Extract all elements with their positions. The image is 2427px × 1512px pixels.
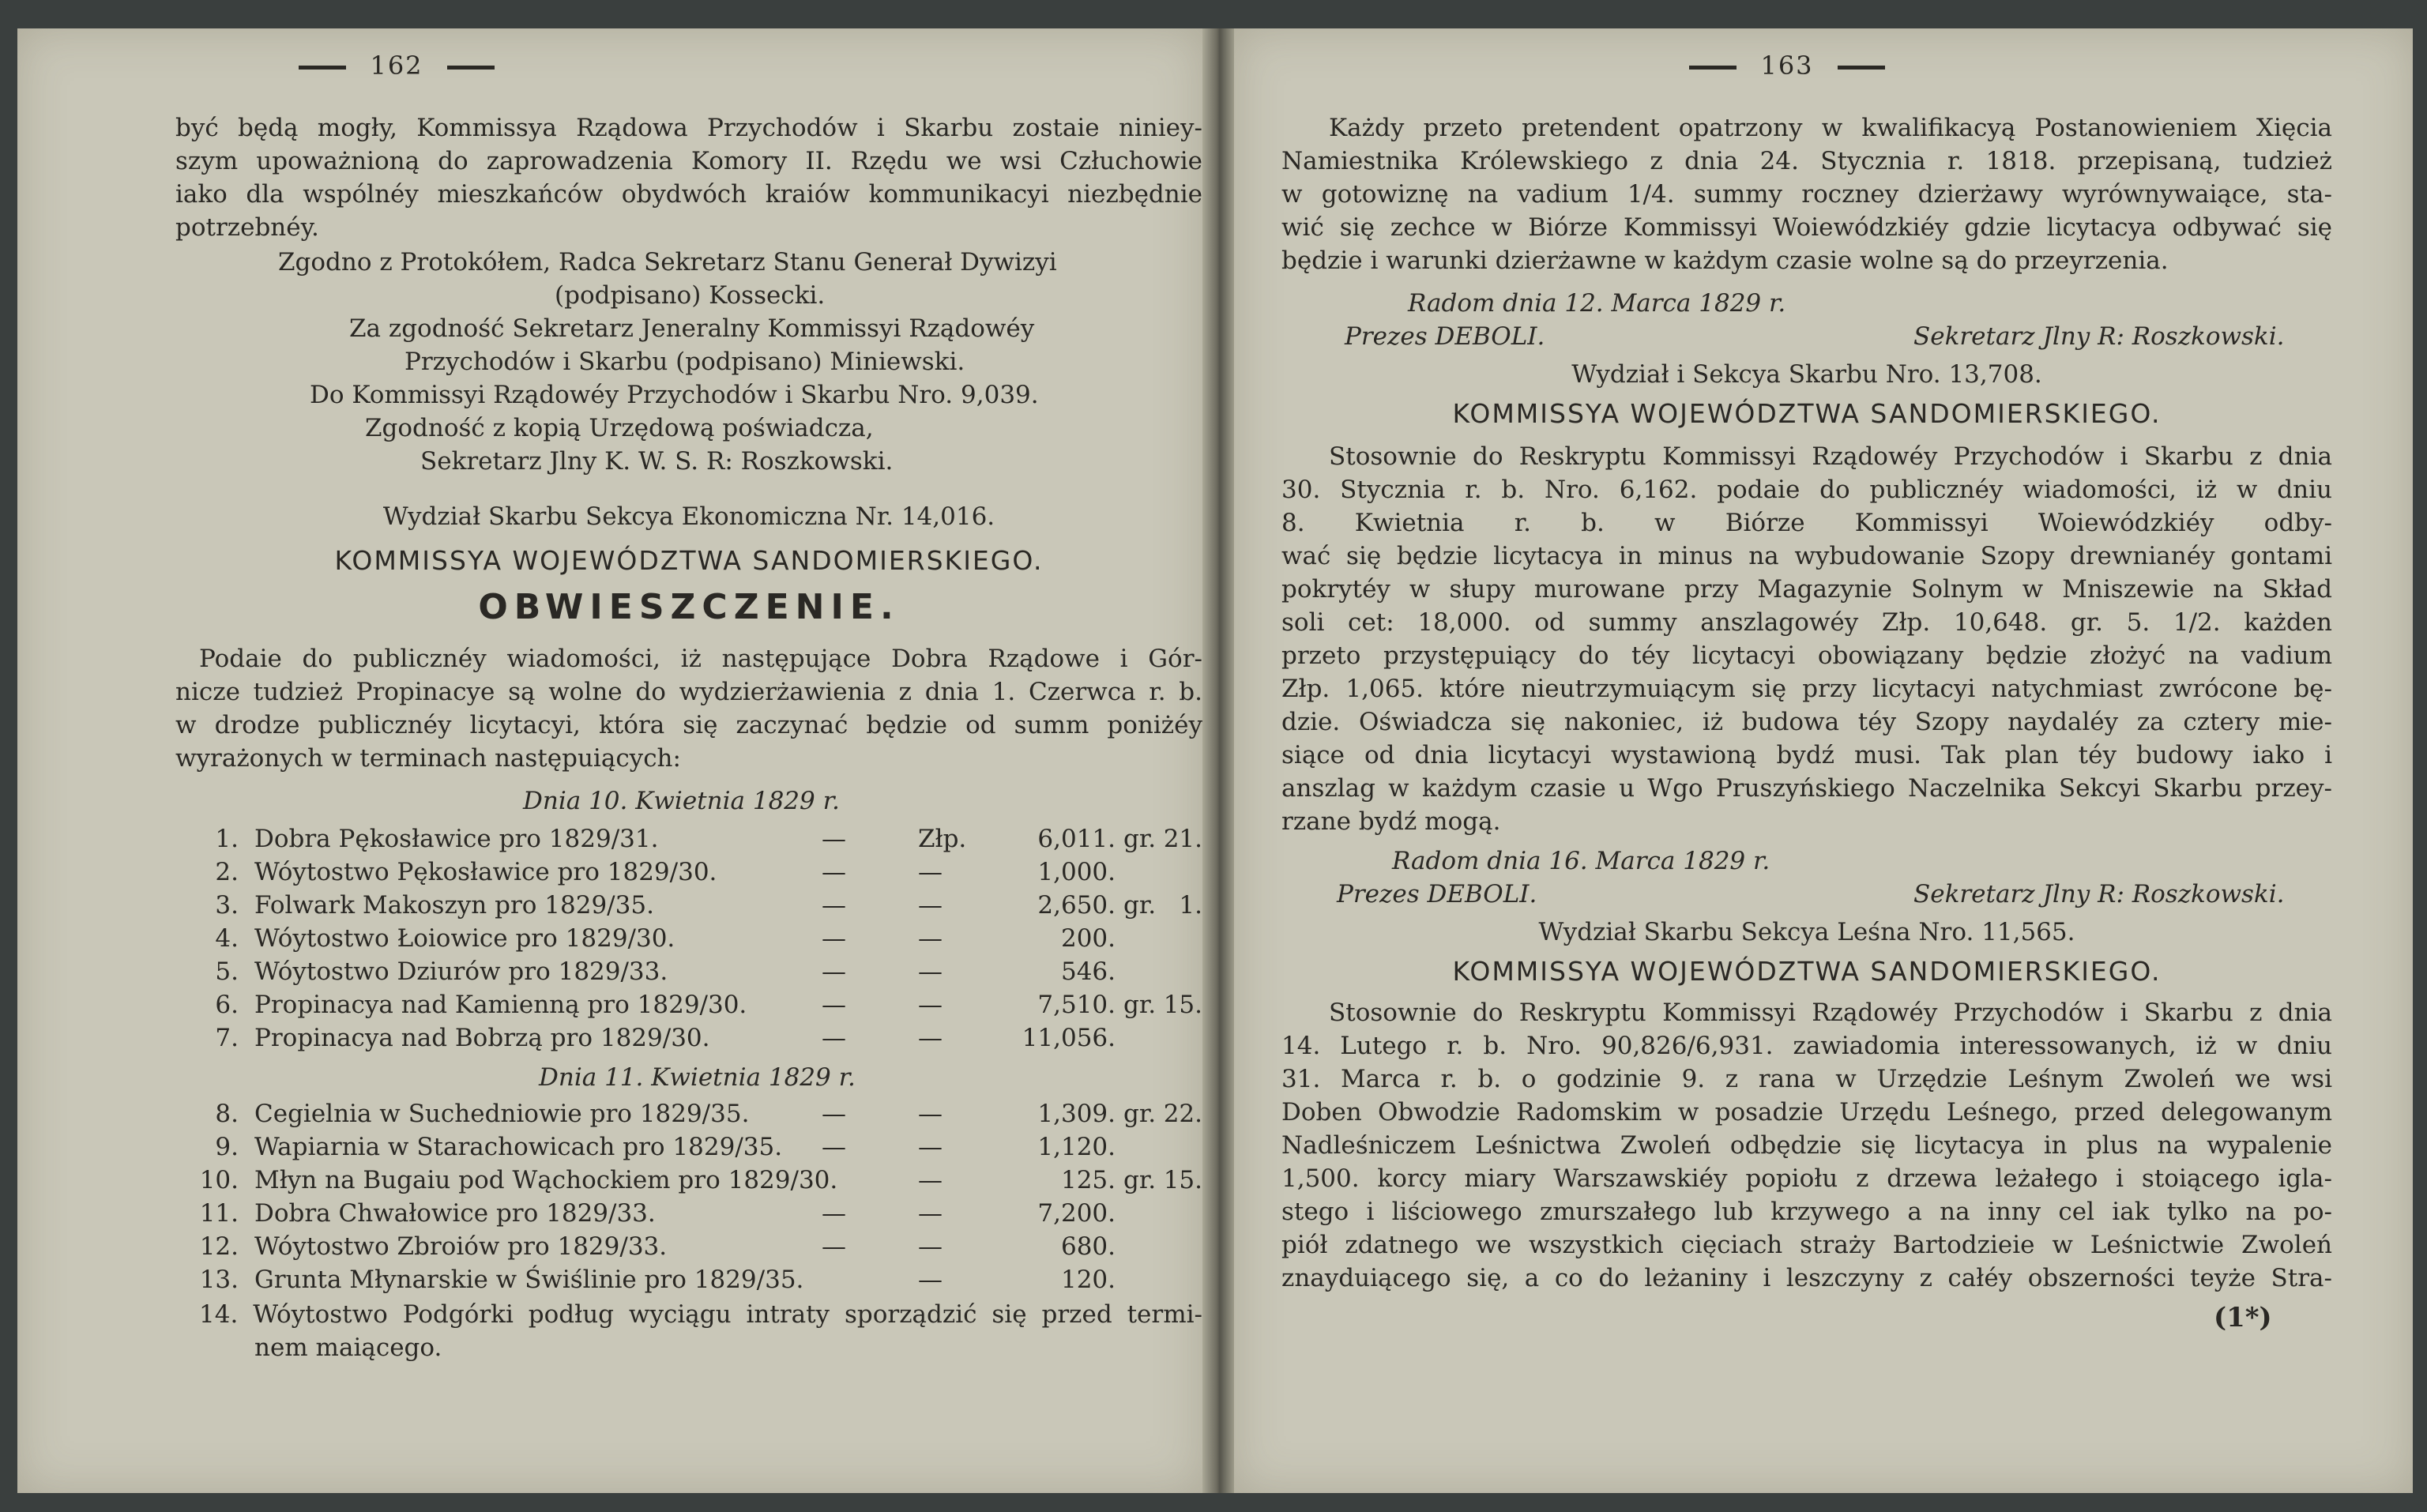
intro-line: Namiestnika Królewskiego z dnia 24. Stycznia r. 1818. przepisaną, tudzież xyxy=(1281,147,2332,175)
signature-secretary: Sekretarz Jlny R: Roszkowski. xyxy=(1913,322,2285,351)
intro-line: iako dla wspólnéy mieszkańców obydwóch kraiów kommunikacyi niezbędnie xyxy=(175,180,1202,209)
lease-cell-num: 9. xyxy=(215,1133,239,1161)
right-page xyxy=(1234,28,2413,1493)
lease-cell-zl: 1,000. xyxy=(1037,858,1116,886)
catchword: (1*) xyxy=(2214,1302,2272,1333)
signature-secretary: Sekretarz Jlny R: Roszkowski. xyxy=(1913,880,2285,908)
body-line: Nadleśniczem Leśnictwa Zwoleń odbędzie się licytacya in plus na wypalenie xyxy=(1281,1131,2332,1160)
page-header xyxy=(144,51,649,81)
lease-cell-name: Cegielnia w Suchedniowie pro 1829/35. xyxy=(254,1100,750,1128)
lease-cell-name: Propinacya nad Kamienną pro 1829/30. xyxy=(254,991,747,1019)
lease-cell-d2: Złp. xyxy=(918,825,967,853)
lease-item-14: 14. Wóytostwo Podgórki podług wyciągu intraty sporządzić się przed termi- xyxy=(199,1300,1202,1329)
lease-cell-d1: — xyxy=(822,924,846,953)
lease-cell-d2: — xyxy=(918,1166,943,1194)
lease-cell-d2: — xyxy=(918,957,943,986)
lease-item-14-continued: nem maiącego. xyxy=(254,1333,442,1362)
signature-date: Radom dnia 12. Marca 1829 r. xyxy=(1408,289,1786,318)
lease-cell-gv: 22. xyxy=(1163,1100,1202,1128)
certification-line: Sekretarz Jlny K. W. S. R: Roszkowski. xyxy=(420,447,894,476)
lease-cell-gr: gr. xyxy=(1123,991,1157,1019)
lease-cell-zl: 11,056. xyxy=(1022,1024,1116,1052)
lease-cell-zl: 680. xyxy=(1060,1232,1116,1261)
rule-right xyxy=(1838,66,1885,70)
lease-cell-d1: — xyxy=(822,991,846,1019)
body-line: Stosownie do Reskryptu Kommissyi Rządowéy Przychodów i Skarbu z dnia xyxy=(1329,999,2332,1027)
signature-president: Prezes DEBOLI. xyxy=(1345,322,1545,351)
lease-cell-d1: — xyxy=(822,891,846,920)
lease-cell-zl: 546. xyxy=(1060,957,1116,986)
lease-cell-d2: — xyxy=(918,991,943,1019)
lease-cell-d1: — xyxy=(822,858,846,886)
lease-cell-num: 2. xyxy=(215,858,239,886)
auction-date: Dnia 11. Kwietnia 1829 r. xyxy=(539,1063,856,1092)
lease-cell-d1: — xyxy=(822,825,846,853)
lease-cell-num: 12. xyxy=(199,1232,239,1261)
lease-cell-name: Dobra Pękosławice pro 1829/31. xyxy=(254,825,659,853)
lease-cell-gr: gr. xyxy=(1123,1100,1157,1128)
intro-line: być będą mogły, Kommissya Rządowa Przychodów i Skarbu zostaie niniey- xyxy=(175,114,1202,142)
lease-cell-zl: 6,011. xyxy=(1037,825,1116,853)
lease-cell-num: 6. xyxy=(215,991,239,1019)
lease-cell-num: 5. xyxy=(215,957,239,986)
notice-line: wyrażonych w terminach następuiących: xyxy=(175,744,681,773)
lease-cell-name: Wóytostwo Łoiowice pro 1829/30. xyxy=(254,924,675,953)
lease-cell-name: Grunta Młynarskie w Świślinie pro 1829/35. xyxy=(254,1266,804,1294)
certification-line: Zgodno z Protokółem, Radca Sekretarz Stanu Generał Dywizyi xyxy=(278,248,1057,276)
commission-heading: KOMMISSYA WOJEWÓDZTWA SANDOMIERSKIEGO. xyxy=(1452,956,2162,987)
lease-cell-name: Propinacya nad Bobrzą pro 1829/30. xyxy=(254,1024,710,1052)
lease-cell-gv: 21. xyxy=(1163,825,1202,853)
lease-cell-zl: 200. xyxy=(1060,924,1116,953)
certification-line: Do Kommissyi Rządowéy Przychodów i Skarbu Nro. 9,039. xyxy=(310,381,1039,409)
intro-line: w gotowiznę na vadium 1/4. summy roczney dzierżawy wyrównywaiące, sta- xyxy=(1281,180,2332,209)
intro-line: potrzebnéy. xyxy=(175,213,319,242)
body-line: Stosownie do Reskryptu Kommissyi Rządowéy Przychodów i Skarbu z dnia xyxy=(1329,442,2332,471)
lease-cell-d1: — xyxy=(822,1199,846,1228)
body-line: Złp. 1,065. które nieutrzymuiącym się przy licytacyi natychmiast zwrócone bę- xyxy=(1281,675,2332,703)
body-line: przeto przystępuiący do téy licytacyi obowiązany będzie złożyć na vadium xyxy=(1281,641,2332,670)
intro-line: szym upoważnioną do zaprowadzenia Komory II. Rzędu we wsi Człuchowie xyxy=(175,147,1202,175)
lease-cell-d2: — xyxy=(918,1024,943,1052)
body-line: soli cet: 18,000. od summy anszlagowéy Złp. 10,648. gr. 5. 1/2. każden xyxy=(1281,608,2332,637)
lease-cell-name: Wapiarnia w Starachowicach pro 1829/35. xyxy=(254,1133,783,1161)
lease-cell-gr: gr. xyxy=(1123,891,1157,920)
notice-line: w drodze publicznéy licytacyi, która się zaczynać będzie od summ poniżéy xyxy=(175,711,1202,739)
notice-line: Podaie do publicznéy wiadomości, iż następujące Dobra Rządowe i Gór- xyxy=(199,645,1202,673)
lease-cell-num: 8. xyxy=(215,1100,239,1128)
body-line: piół zdatnego we wszystkich cięciach straży Bartodzieie w Leśnictwie Zwoleń xyxy=(1281,1231,2332,1259)
lease-cell-gv: 1. xyxy=(1179,891,1202,920)
lease-cell-d2: — xyxy=(918,1100,943,1128)
lease-cell-zl: 7,510. xyxy=(1037,991,1116,1019)
lease-cell-name: Młyn na Bugaiu pod Wąchockiem pro 1829/30. xyxy=(254,1166,838,1194)
rule-left xyxy=(1689,66,1737,70)
intro-line: wić się zechce w Biórze Kommissyi Woiewódzkiéy gdzie licytacya odbywać się xyxy=(1281,213,2332,242)
lease-cell-gv: 15. xyxy=(1163,991,1202,1019)
lease-cell-d2: — xyxy=(918,891,943,920)
section-reference: Wydział i Sekcya Skarbu Nro. 13,708. xyxy=(1571,360,2042,389)
body-line: dzie. Oświadcza się nakoniec, iż budowa téy Szopy naydaléy za cztery mie- xyxy=(1281,708,2332,736)
lease-cell-name: Folwark Makoszyn pro 1829/35. xyxy=(254,891,654,920)
lease-cell-d2: — xyxy=(918,1133,943,1161)
lease-cell-zl: 2,650. xyxy=(1037,891,1116,920)
lease-cell-num: 13. xyxy=(199,1266,239,1294)
lease-cell-gv: 15. xyxy=(1163,1166,1202,1194)
lease-cell-zl: 120. xyxy=(1060,1266,1116,1294)
notice-title: OBWIESZCZENIE. xyxy=(478,587,900,627)
lease-cell-gr: gr. xyxy=(1123,1166,1157,1194)
lease-cell-d2: — xyxy=(918,858,943,886)
certification-line: (podpisano) Kossecki. xyxy=(555,281,826,310)
lease-cell-name: Wóytostwo Pękosławice pro 1829/30. xyxy=(254,858,717,886)
lease-cell-d1: — xyxy=(822,1232,846,1261)
certification-line: Zgodność z kopią Urzędową poświadcza, xyxy=(365,414,874,442)
section-reference: Wydział Skarbu Sekcya Leśna Nro. 11,565. xyxy=(1538,918,2075,946)
lease-cell-zl: 7,200. xyxy=(1037,1199,1116,1228)
lease-cell-d1: — xyxy=(822,1100,846,1128)
lease-cell-d1: — xyxy=(822,1024,846,1052)
notice-line: nicze tudzież Propinacye są wolne do wydzierżawienia z dnia 1. Czerwca r. b. xyxy=(175,678,1202,706)
body-line: siące od dnia licytacyi wystawioną bydź musi. Tak plan téy budowy iako i xyxy=(1281,741,2332,769)
signature-president: Prezes DEBOLI. xyxy=(1337,880,1537,908)
lease-cell-d2: — xyxy=(918,1199,943,1228)
commission-heading: KOMMISSYA WOJEWÓDZTWA SANDOMIERSKIEGO. xyxy=(1452,398,2162,429)
auction-date: Dnia 10. Kwietnia 1829 r. xyxy=(523,787,840,815)
lease-cell-gr: gr. xyxy=(1123,825,1157,853)
lease-cell-num: 11. xyxy=(199,1199,239,1228)
page-number: 162 xyxy=(370,51,423,81)
lease-cell-zl: 1,309. xyxy=(1037,1100,1116,1128)
lease-cell-name: Wóytostwo Zbroiów pro 1829/33. xyxy=(254,1232,668,1261)
body-line: pokrytéy w słupy murowane przy Magazynie Solnym w Mniszewie na Skład xyxy=(1281,575,2332,604)
lease-cell-d2: — xyxy=(918,924,943,953)
lease-cell-num: 4. xyxy=(215,924,239,953)
book-spread xyxy=(17,28,2413,1493)
lease-cell-name: Wóytostwo Dziurów pro 1829/33. xyxy=(254,957,668,986)
page-number: 163 xyxy=(1760,51,1814,81)
body-line: 30. Stycznia r. b. Nro. 6,162. podaie do publicznéy wiadomości, iż w dniu xyxy=(1281,476,2332,504)
body-line: 31. Marca r. b. o godzinie 9. z rana w Urzędzie Leśnym Zwoleń we wsi xyxy=(1281,1065,2332,1093)
commission-heading: KOMMISSYA WOJEWÓDZTWA SANDOMIERSKIEGO. xyxy=(334,545,1044,576)
lease-cell-d1: — xyxy=(822,957,846,986)
intro-line: Każdy przeto pretendent opatrzony w kwalifikacyą Postanowieniem Xięcia xyxy=(1329,114,2332,142)
lease-cell-d1: — xyxy=(822,1133,846,1161)
lease-cell-num: 1. xyxy=(215,825,239,853)
body-line: rzane bydź mogą. xyxy=(1281,807,1501,836)
certification-line: Za zgodność Sekretarz Jeneralny Kommissyi Rządowéy xyxy=(349,314,1035,343)
rule-right xyxy=(447,66,495,70)
body-line: znayduiącego się, a co do leżaniny i leszczyny z całéy obszerności teyże Stra- xyxy=(1281,1264,2332,1292)
body-line: 8. Kwietnia r. b. w Biórze Kommissyi Woiewódzkiéy odby- xyxy=(1281,509,2332,537)
intro-line: będzie i warunki dzierżawne w każdym czasie wolne są do przeyrzenia. xyxy=(1281,246,2169,275)
rule-left xyxy=(299,66,346,70)
body-line: stego i liściowego zmurszałego lub krzywego a na inny cel iak tylko na po- xyxy=(1281,1198,2332,1226)
body-line: 14. Lutego r. b. Nro. 90,826/6,931. zawiadomia interessowanych, iż w dniu xyxy=(1281,1032,2332,1060)
book-gutter xyxy=(1202,28,1234,1493)
lease-cell-d2: — xyxy=(918,1232,943,1261)
lease-cell-num: 10. xyxy=(199,1166,239,1194)
left-page xyxy=(17,28,1202,1493)
page-header xyxy=(1534,51,2040,81)
lease-cell-num: 7. xyxy=(215,1024,239,1052)
body-line: 1,500. korcy miary Warszawskiéy popiołu z drzewa leżałego i stoiącego igla- xyxy=(1281,1164,2332,1193)
lease-cell-d2: — xyxy=(918,1266,943,1294)
lease-cell-zl: 1,120. xyxy=(1037,1133,1116,1161)
body-line: wać się będzie licytacya in minus na wybudowanie Szopy drewnianéy gontami xyxy=(1281,542,2332,570)
lease-cell-name: Dobra Chwałowice pro 1829/33. xyxy=(254,1199,656,1228)
lease-cell-zl: 125. xyxy=(1060,1166,1116,1194)
section-reference: Wydział Skarbu Sekcya Ekonomiczna Nr. 14,016. xyxy=(382,502,995,531)
signature-date: Radom dnia 16. Marca 1829 r. xyxy=(1392,847,1770,875)
body-line: anszlag w każdym czasie u Wgo Pruszyńskiego Naczelnika Sekcyi Skarbu przey- xyxy=(1281,774,2332,803)
lease-cell-num: 3. xyxy=(215,891,239,920)
body-line: Doben Obwodzie Radomskim w posadzie Urzędu Leśnego, przed delegowanym xyxy=(1281,1098,2332,1126)
certification-line: Przychodów i Skarbu (podpisano) Miniewski. xyxy=(404,348,965,376)
